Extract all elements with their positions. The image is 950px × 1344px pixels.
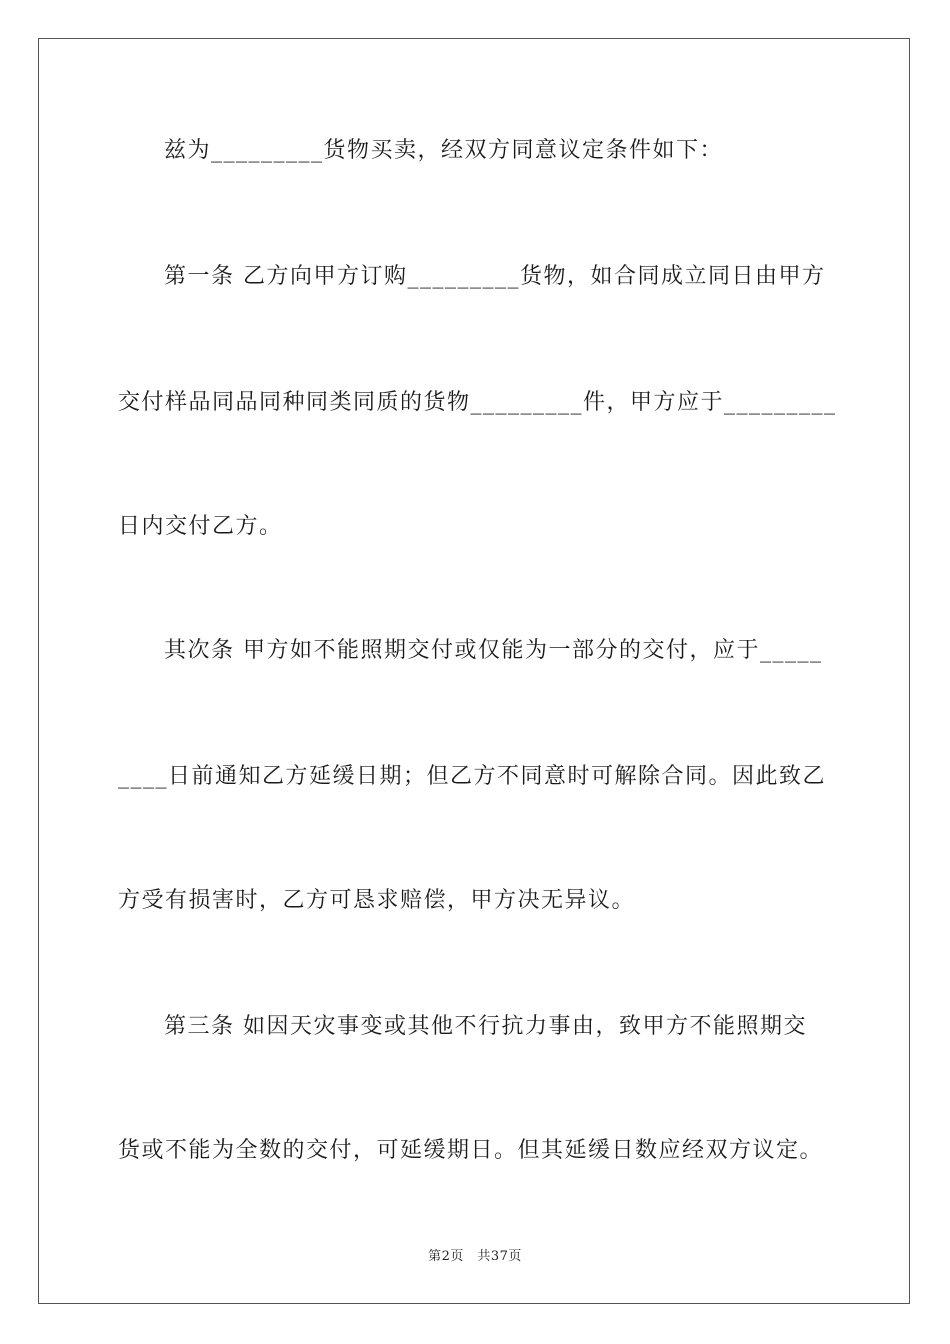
article-1-line-1: 第一条 乙方向甲方订购_________货物，如合同成立同日由甲方 [164, 264, 826, 289]
article-3-line-1: 第三条 如因天灾事变或其他不行抗力事由，致甲方不能照期交 [164, 1014, 807, 1039]
article-2-line-2: ____日前通知乙方延缓日期；但乙方不同意时可解除合同。因此致乙 [118, 764, 827, 789]
article-2-line-1: 其次条 甲方如不能照期交付或仅能为一部分的交付，应于_____ [164, 638, 823, 663]
article-3-line-2: 货或不能为全数的交付，可延缓期日。但其延缓日数应经双方议定。 [118, 1138, 824, 1163]
article-1-line-2: 交付样品同品同种同类同质的货物_________件，甲方应于_________ [118, 390, 837, 415]
article-1-line-3: 日内交付乙方。 [118, 514, 283, 539]
page-number-footer: 第2页 共37页 [428, 1249, 522, 1264]
article-2-line-3: 方受有损害时，乙方可恳求赔偿，甲方决无异议。 [118, 888, 636, 913]
paragraph-line-1: 兹为_________货物买卖，经双方同意议定条件如下： [164, 138, 724, 163]
page-border [38, 38, 910, 1304]
